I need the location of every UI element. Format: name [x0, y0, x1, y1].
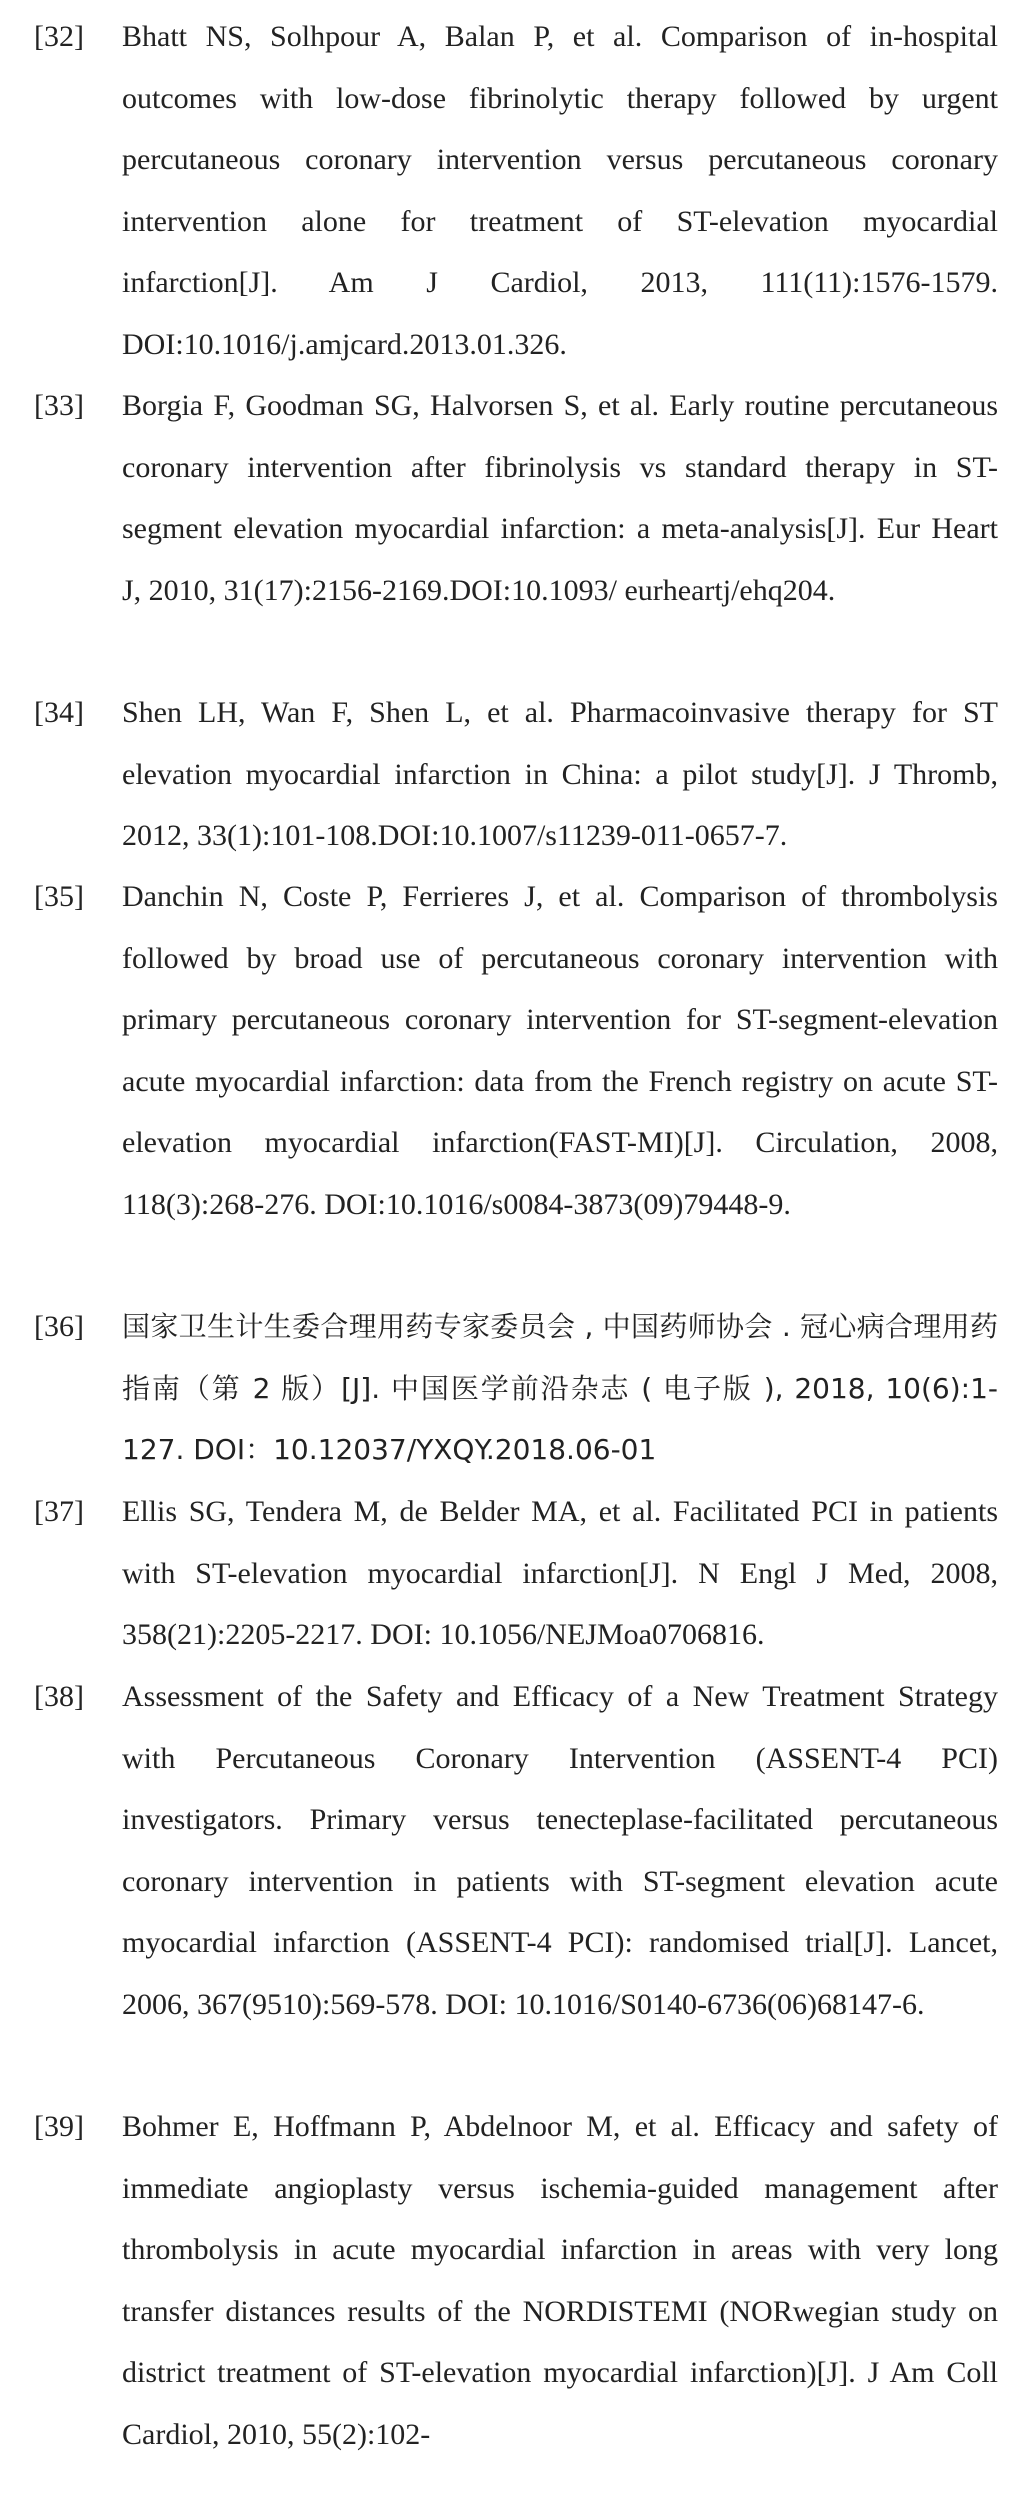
- reference-text: Ellis SG, Tendera M, de Belder MA, et al. Facilitated PCI in patients with ST-elevation myocardial infarction[J]. N Engl J Med, 2008, 358(21):2205-2217. DOI: 10.1056/NEJMoa0706816.: [122, 1495, 998, 1651]
- reference-text: Borgia F, Goodman SG, Halvorsen S, et al. Early routine percutaneous coronary intervention after fibrinolysis vs standard therapy in ST-segment elevation myocardial infarction: a meta-analysis[J]. Eur Heart J, 2010, 31(17):2156-2169.DOI:10.1093/ eurheartj/ehq204.: [122, 389, 998, 607]
- reference-number: [33]: [34, 389, 84, 422]
- reference-text: 国家卫生计生委合理用药专家委员会 , 中国药师协会 . 冠心病合理用药指南（第 2 版）[J]. 中国医学前沿杂志 ( 电子版 ), 2018, 10(6):1-127. DOI：10.12037/YXQY.2018.06-01: [122, 1310, 998, 1466]
- reference-number: [38]: [34, 1680, 84, 1713]
- reference-number: [39]: [34, 2110, 84, 2143]
- reference-number: [36]: [34, 1310, 84, 1343]
- reference-text: Bhatt NS, Solhpour A, Balan P, et al. Comparison of in-hospital outcomes with low-dose fibrinolytic therapy followed by urgent percutaneous coronary intervention versus percutaneous coronary intervention alone for treatment of ST-elevation myocardial infarction[J]. Am J Cardiol, 2013, 111(11):1576-1579. DOI:10.1016/j.amjcard.2013.01.326.: [122, 20, 998, 361]
- reference-number: [37]: [34, 1495, 84, 1528]
- reference-text: Assessment of the Safety and Efficacy of a New Treatment Strategy with Percutaneous Coronary Intervention (ASSENT-4 PCI) investigators. Primary versus tenecteplase-facilitated percutaneous coronary intervention in patients with ST-segment elevation acute myocardial infarction (ASSENT-4 PCI): randomised trial[J]. Lancet, 2006, 367(9510):569-578. DOI: 10.1016/S0140-6736(06)68147-6.: [122, 1680, 998, 2021]
- reference-text: Shen LH, Wan F, Shen L, et al. Pharmacoinvasive therapy for ST elevation myocardial infarction in China: a pilot study[J]. J Thromb, 2012, 33(1):101-108.DOI:10.1007/s11239-011-0657-7.: [122, 696, 998, 852]
- reference-text: Bohmer E, Hoffmann P, Abdelnoor M, et al. Efficacy and safety of immediate angioplasty versus ischemia-guided management after thrombolysis in acute myocardial infarction in areas with very long transfer distances results of the NORDISTEMI (NORwegian study on district treatment of ST-elevation myocardial infarction)[J]. J Am Coll Cardiol, 2010, 55(2):102-: [122, 2110, 998, 2451]
- reference-number: [32]: [34, 20, 84, 53]
- reference-number: [34]: [34, 696, 84, 729]
- reference-number: [35]: [34, 880, 84, 913]
- reference-text: Danchin N, Coste P, Ferrieres J, et al. Comparison of thrombolysis followed by broad use of percutaneous coronary intervention with primary percutaneous coronary intervention for ST-segment-elevation acute myocardial infarction: data from the French registry on acute ST-elevation myocardial infarction(FAST-MI)[J]. Circulation, 2008, 118(3):268-276. DOI:10.1016/s0084-3873(09)79448-9.: [122, 880, 998, 1221]
